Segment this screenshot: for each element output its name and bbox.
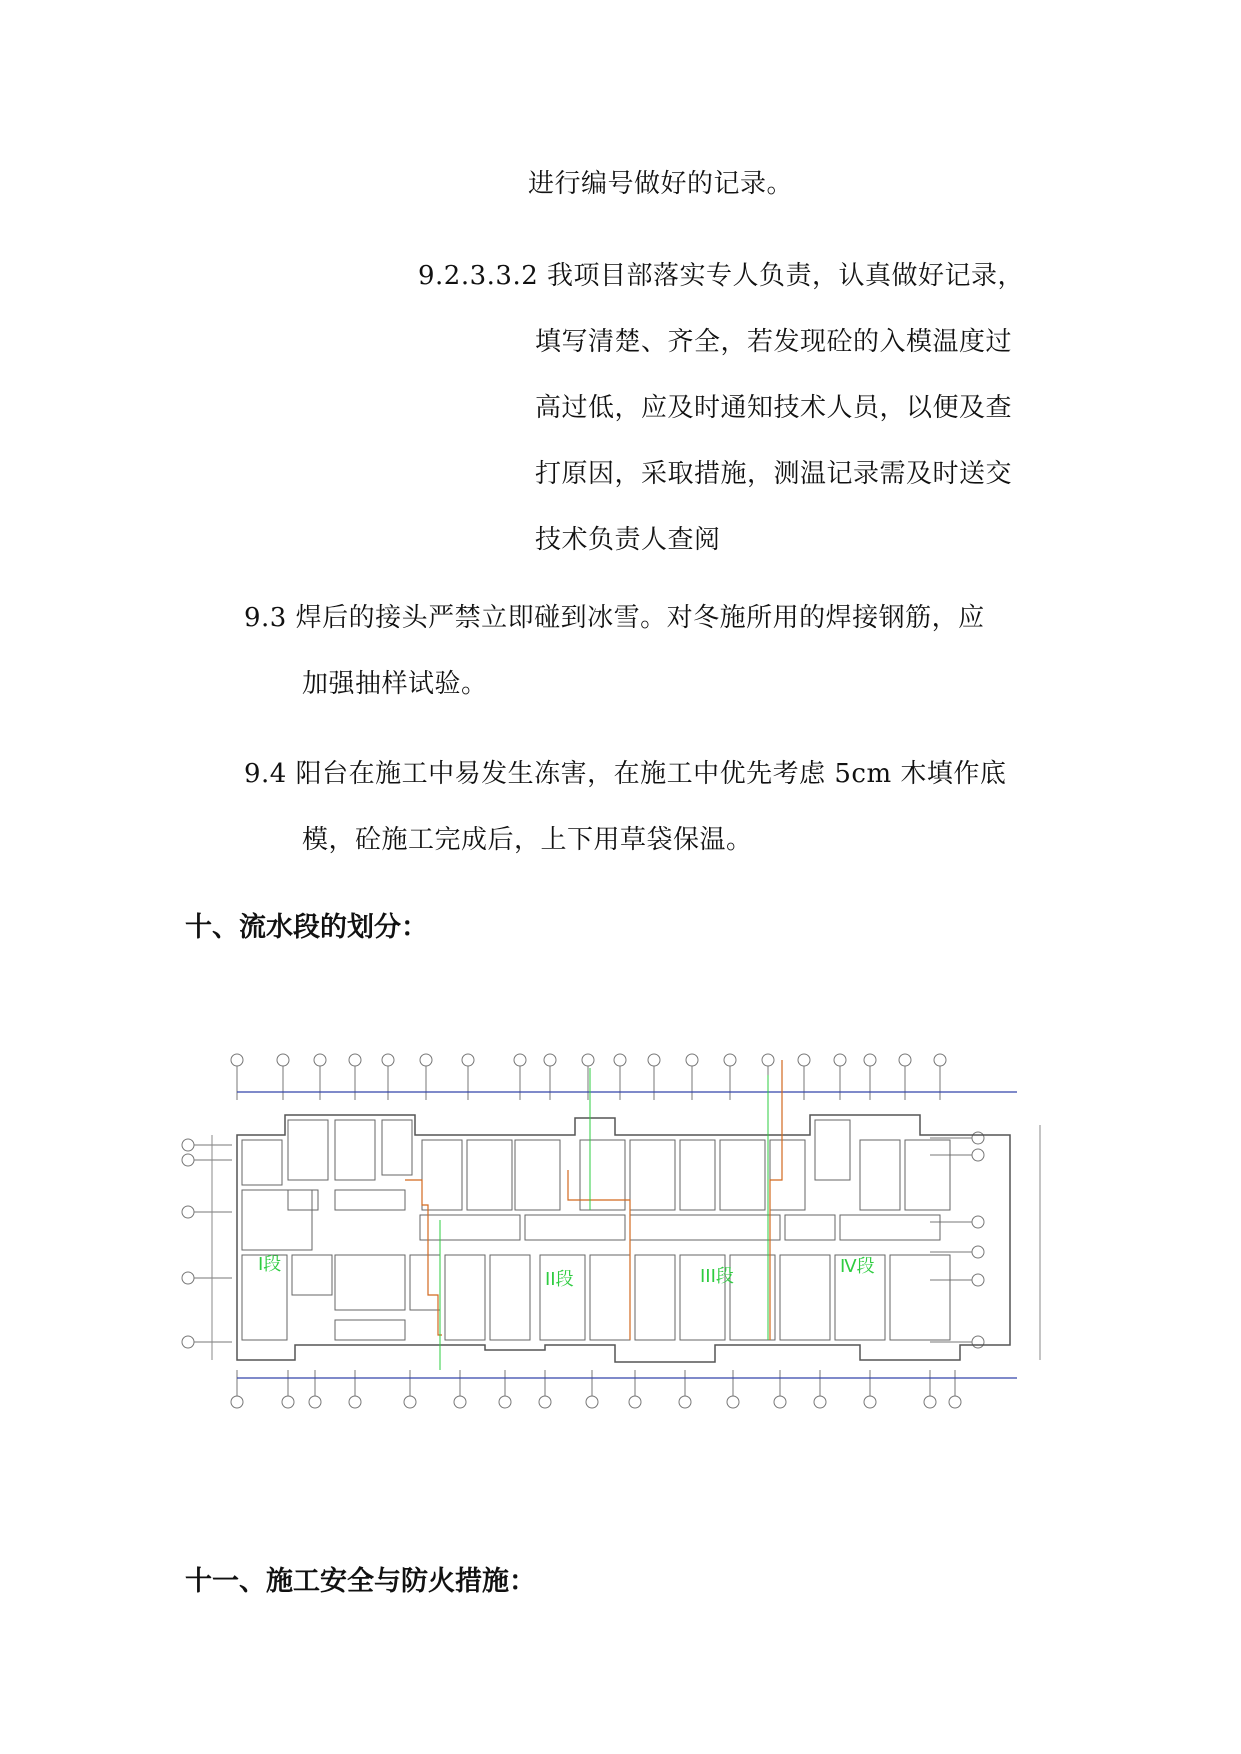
room-grid — [242, 1120, 950, 1340]
room — [288, 1190, 318, 1210]
axis-bubble — [231, 1396, 243, 1408]
segment-divider-1 — [405, 1180, 442, 1335]
axis-bubble — [586, 1396, 598, 1408]
room — [680, 1140, 715, 1210]
text-line: 模，砼施工完成后，上下用草袋保温。 — [302, 825, 753, 855]
axis-bubble — [899, 1054, 911, 1066]
axis-bubble — [648, 1054, 660, 1066]
axis-bubble — [582, 1054, 594, 1066]
room — [590, 1255, 630, 1340]
text-line: 打原因，采取措施，测温记录需及时送交 — [535, 459, 1013, 489]
floor-plan-drawing — [170, 1040, 1110, 1420]
text-line: 9.2.3.3.2 我项目部落实专人负责，认真做好记录， — [418, 261, 1025, 291]
segment-label-4: Ⅳ段 — [840, 1256, 875, 1277]
axis-bubble — [499, 1396, 511, 1408]
axis-bubble — [544, 1054, 556, 1066]
room — [467, 1140, 512, 1210]
room — [785, 1215, 835, 1240]
room — [445, 1255, 485, 1340]
axis-bubble — [182, 1139, 194, 1151]
axis-bubble — [934, 1054, 946, 1066]
axis-bubble — [864, 1396, 876, 1408]
room — [815, 1120, 850, 1180]
axis-bubble — [972, 1274, 984, 1286]
room — [292, 1255, 332, 1295]
axis-bubble — [679, 1396, 691, 1408]
axis-bubble — [182, 1206, 194, 1218]
axis-bubble — [454, 1396, 466, 1408]
axis-bubbles-bottom — [231, 1370, 961, 1408]
text-line: 技术负责人查阅 — [535, 525, 721, 555]
room — [515, 1140, 560, 1210]
axis-bubble — [762, 1054, 774, 1066]
room — [540, 1255, 585, 1340]
axis-bubble — [349, 1054, 361, 1066]
room — [525, 1215, 625, 1240]
text-line: 填写清楚、齐全，若发现砼的入模温度过 — [535, 327, 1013, 357]
axis-bubble — [727, 1396, 739, 1408]
text-line: 高过低，应及时通知技术人员，以便及查 — [535, 393, 1013, 423]
axis-bubble — [949, 1396, 961, 1408]
axis-bubble — [972, 1216, 984, 1228]
axis-bubble — [182, 1336, 194, 1348]
axis-bubble — [614, 1054, 626, 1066]
text-line: 9.4 阳台在施工中易发生冻害，在施工中优先考虑 5cm 木填作底 — [244, 759, 1007, 789]
axis-bubble — [462, 1054, 474, 1066]
segment-label-1: I段 — [258, 1254, 282, 1275]
axis-bubble — [182, 1272, 194, 1284]
axis-bubble — [972, 1149, 984, 1161]
segment-label-3: III段 — [700, 1266, 734, 1287]
room — [410, 1255, 440, 1310]
axis-bubble — [629, 1396, 641, 1408]
section-heading: 十、流水段的划分： — [185, 912, 428, 943]
room — [770, 1140, 805, 1210]
room — [630, 1140, 675, 1210]
room — [905, 1140, 950, 1210]
axis-bubble — [686, 1054, 698, 1066]
room — [840, 1215, 940, 1240]
room — [635, 1255, 675, 1340]
room — [422, 1140, 462, 1210]
axis-bubble — [724, 1054, 736, 1066]
axis-bubble — [539, 1396, 551, 1408]
text-line: 9.3 焊后的接头严禁立即碰到冰雪。对冬施所用的焊接钢筋，应 — [244, 603, 985, 633]
room — [720, 1140, 765, 1210]
axis-bubble — [774, 1396, 786, 1408]
room — [335, 1120, 375, 1180]
room — [242, 1190, 312, 1250]
room — [335, 1190, 405, 1210]
axis-bubble — [382, 1054, 394, 1066]
room — [288, 1120, 328, 1180]
segment-label-2: II段 — [545, 1269, 574, 1290]
axis-bubble — [864, 1054, 876, 1066]
axis-bubble — [309, 1396, 321, 1408]
room — [780, 1255, 830, 1340]
axis-bubble — [798, 1054, 810, 1066]
room — [420, 1215, 520, 1240]
axis-bubble — [834, 1054, 846, 1066]
room — [890, 1255, 950, 1340]
axis-bubble — [514, 1054, 526, 1066]
axis-bubble — [314, 1054, 326, 1066]
room — [382, 1120, 412, 1175]
axis-bubble — [349, 1396, 361, 1408]
room — [242, 1140, 282, 1185]
axis-bubble — [420, 1054, 432, 1066]
axis-bubble — [182, 1154, 194, 1166]
text-line: 加强抽样试验。 — [302, 669, 488, 699]
room — [490, 1255, 530, 1340]
axis-bubble — [282, 1396, 294, 1408]
room — [860, 1140, 900, 1210]
axis-bubbles-top — [231, 1054, 946, 1100]
axis-bubble — [814, 1396, 826, 1408]
section-heading: 十一、施工安全与防火措施： — [185, 1566, 536, 1597]
room — [630, 1215, 780, 1240]
axis-bubble — [277, 1054, 289, 1066]
axis-bubble — [972, 1246, 984, 1258]
axis-bubble — [972, 1132, 984, 1144]
text-line: 进行编号做好的记录。 — [528, 169, 794, 199]
axis-bubble — [404, 1396, 416, 1408]
axis-bubble — [972, 1336, 984, 1348]
room — [335, 1320, 405, 1340]
building-outline — [237, 1115, 1010, 1362]
room — [335, 1255, 405, 1310]
axis-bubble — [231, 1054, 243, 1066]
axis-bubble — [924, 1396, 936, 1408]
